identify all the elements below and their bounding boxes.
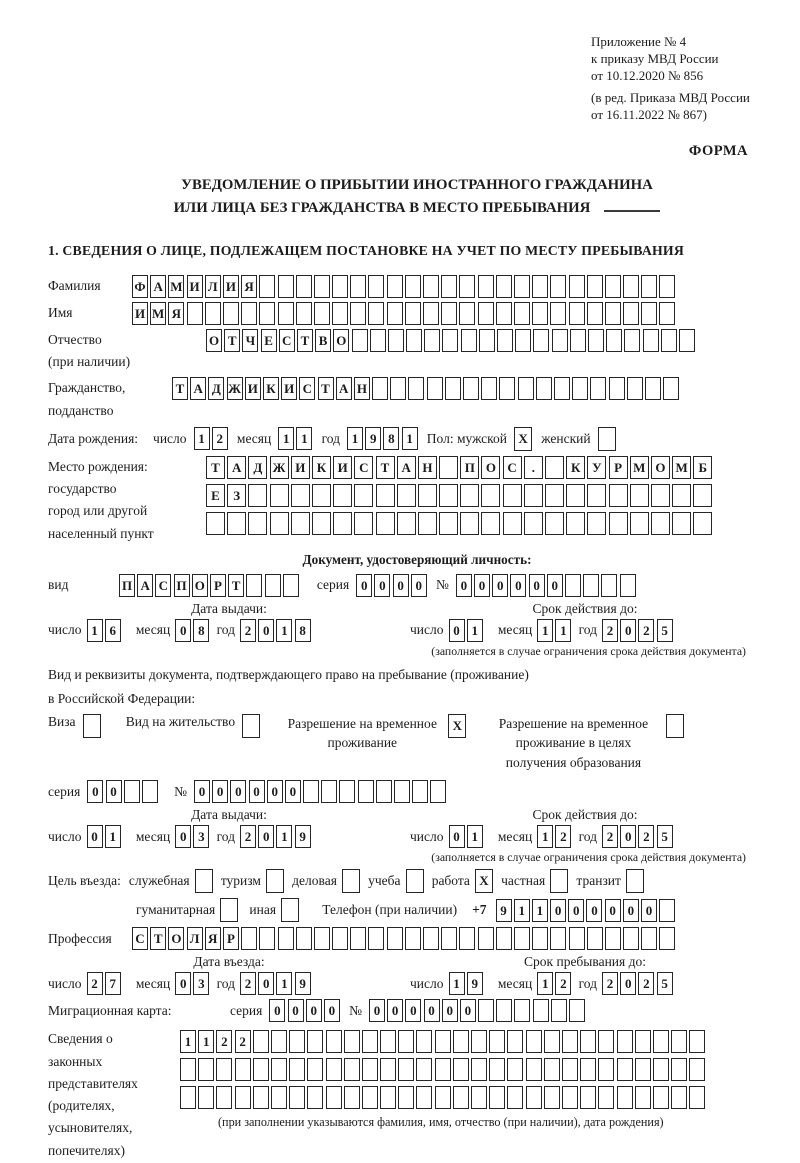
purpose-delovaya-checkbox[interactable]	[342, 869, 362, 893]
doc-kind-label: вид	[48, 577, 69, 593]
form-title-line1: УВЕДОМЛЕНИЕ О ПРИБЫТИИ ИНОСТРАННОГО ГРАЖДАНИНА	[181, 177, 653, 194]
purpose-label: Цель въезда:	[48, 873, 121, 889]
month-label: месяц	[497, 622, 533, 638]
number-label: №	[435, 577, 449, 593]
representatives-row	[48, 1028, 786, 1162]
entry-year-input[interactable]: 2 0 1 9	[240, 972, 313, 995]
residence-number-input[interactable]: 0 0 0 0 0 0	[194, 780, 449, 803]
birthplace-line1-input[interactable]: Т А Д Ж И К И С Т А Н П О С . К У Р М О М Б	[206, 456, 715, 479]
representatives-line1-input[interactable]: 1 1 2 2	[180, 1030, 707, 1053]
form-title-line2: ИЛИ ЛИЦА БЕЗ ГРАЖДАНСТВА В МЕСТО ПРЕБЫВАНИЯ	[48, 197, 786, 219]
entry-month-input[interactable]: 0 3	[175, 972, 211, 995]
patronymic-input[interactable]: О Т Ч Е С Т В О	[206, 329, 697, 352]
migration-card-label: Миграционная карта:	[48, 1002, 172, 1018]
birth-year-input[interactable]: 1 9 8 1	[347, 427, 420, 450]
doc-issue-year-input[interactable]: 2 0 1 8	[240, 619, 313, 642]
temp-residence-education-checkbox[interactable]	[666, 714, 686, 738]
ref-amend-line: (в ред. Приказа МВД России	[591, 89, 750, 105]
residence-permit-option	[126, 714, 263, 738]
month-label: месяц	[135, 975, 171, 991]
stay-day-input[interactable]: 1 9	[449, 972, 485, 995]
birthplace-line2-input[interactable]: Е З	[206, 484, 715, 507]
validity-note: (заполняется в случае ограничения срока действия документа)	[431, 850, 746, 865]
purpose-turizm-checkbox[interactable]	[266, 869, 286, 893]
birth-month-input[interactable]: 1 1	[278, 427, 314, 450]
residence-valid-day-input[interactable]: 0 1	[449, 825, 485, 848]
stay-year-input[interactable]: 2 0 2 5	[602, 972, 675, 995]
profession-input[interactable]: С Т О Л Я Р	[132, 927, 678, 950]
purpose-sluzhebnaya-checkbox[interactable]	[195, 869, 215, 893]
place-name-blank-line	[604, 198, 660, 212]
ref-line: от 10.12.2020 № 856	[591, 67, 704, 83]
year-label: год	[216, 622, 235, 638]
month-label: месяц	[135, 828, 171, 844]
valid-until-title: Срок действия до:	[532, 600, 638, 616]
year-label: год	[321, 430, 341, 446]
ref-amend-line: от 16.11.2022 № 867)	[591, 106, 708, 122]
temp-residence-checkbox[interactable]: X	[448, 714, 468, 738]
surname-row	[48, 275, 786, 298]
profession-row	[48, 927, 786, 950]
ref-line: к приказу МВД России	[591, 50, 719, 66]
year-label: год	[216, 975, 235, 991]
year-label: год	[578, 828, 597, 844]
doc-number-input[interactable]: 0 0 0 0 0 0	[456, 574, 638, 597]
series-label: серия	[230, 1002, 263, 1018]
residence-valid-year-input[interactable]: 2 0 2 5	[602, 825, 675, 848]
purpose-tranzit: транзит	[576, 869, 646, 893]
birthdate-label: Дата рождения:	[48, 430, 139, 446]
purpose-chastnaya-checkbox[interactable]	[550, 869, 570, 893]
doc-valid-day-input[interactable]: 0 1	[449, 619, 485, 642]
birth-day-input[interactable]: 1 2	[194, 427, 230, 450]
migration-card-row	[48, 999, 786, 1022]
phone-input[interactable]: 9 1 1 0 0 0 0 0 0	[496, 899, 678, 922]
forma-label: ФОРМА	[688, 143, 748, 160]
residence-series-row	[48, 780, 786, 803]
order-reference	[591, 34, 786, 123]
birthplace-row	[48, 456, 786, 545]
day-label: число	[410, 975, 444, 991]
temp-residence-education-label: Разрешение на временное проживание в целях получения образования	[498, 715, 649, 770]
migration-number-input[interactable]: 0 0 0 0 0 0	[369, 999, 587, 1022]
ref-line: Приложение № 4	[591, 34, 687, 49]
visa-label: Виза	[48, 713, 76, 729]
number-label: №	[174, 783, 187, 799]
residence-doc-dates	[48, 807, 786, 848]
phone-prefix: +7	[472, 902, 487, 918]
entry-day-input[interactable]: 2 7	[87, 972, 123, 995]
residence-issue-month-input[interactable]: 0 3	[175, 825, 211, 848]
purpose-gumanitarnaya: гуманитарная	[136, 898, 240, 922]
firstname-input[interactable]: И М Я	[132, 302, 678, 325]
month-label: месяц	[497, 828, 533, 844]
residence-permit-label: Вид на жительство	[125, 713, 236, 729]
day-label: число	[410, 828, 444, 844]
valid-until-title: Срок действия до:	[532, 807, 638, 823]
temp-residence-label: Разрешение на временное проживание	[287, 715, 437, 751]
representatives-line3-input[interactable]	[180, 1086, 707, 1109]
purpose-delovaya: деловая	[292, 869, 362, 893]
purpose-sluzhebnaya: служебная	[129, 869, 215, 893]
birthdate-row	[48, 427, 786, 451]
temp-residence-education-option	[487, 714, 686, 773]
month-label: месяц	[135, 622, 171, 638]
entry-date-title: Дата въезда:	[193, 954, 265, 970]
patronymic-row	[48, 329, 786, 374]
doc-kind-input[interactable]: П А С П О Р Т	[119, 574, 301, 597]
purpose-inaya-checkbox[interactable]	[281, 898, 301, 922]
year-label: год	[578, 622, 597, 638]
doc-series-input[interactable]: 0 0 0 0	[356, 574, 429, 597]
purpose-rabota: работа X	[432, 869, 495, 893]
identity-doc-header: Документ, удостоверяющий личность:	[302, 551, 532, 567]
residence-issue-year-input[interactable]: 2 0 1 9	[240, 825, 313, 848]
stay-until-title: Срок пребывания до:	[524, 954, 646, 970]
day-label: число	[48, 828, 82, 844]
residence-valid-month-input[interactable]: 1 2	[537, 825, 573, 848]
issue-date-title: Дата выдачи:	[191, 807, 267, 823]
month-label: месяц	[497, 975, 533, 991]
month-label: месяц	[236, 430, 272, 446]
firstname-row	[48, 302, 786, 325]
sex-female-checkbox[interactable]	[598, 427, 618, 451]
purpose-ucheba-checkbox[interactable]	[406, 869, 426, 893]
sex-male-label: Пол: мужской	[426, 430, 508, 446]
residence-issue-day-input[interactable]: 0 1	[87, 825, 123, 848]
purpose-turizm: туризм	[221, 869, 286, 893]
purpose-gumanitarnaya-checkbox[interactable]	[220, 898, 240, 922]
year-label: год	[216, 828, 235, 844]
purpose-ucheba: учеба	[368, 869, 426, 893]
birthplace-label: Место рождения: государство город или другой населенный пункт	[48, 458, 154, 541]
surname-label: Фамилия	[48, 278, 101, 294]
purpose-row-1	[48, 869, 786, 893]
form-title	[48, 174, 786, 218]
representatives-label: Сведения о законных представителях (родителях, усыновителях, попечителях)	[48, 1031, 138, 1158]
identity-doc-dates	[48, 601, 786, 642]
temp-residence-option	[283, 714, 468, 753]
doc-issue-month-input[interactable]: 0 8	[175, 619, 211, 642]
day-label: число	[410, 622, 444, 638]
migration-series-input[interactable]: 0 0 0 0	[269, 999, 342, 1022]
sex-male-checkbox[interactable]: X	[514, 427, 534, 451]
representatives-note: (при заполнении указываются фамилия, имя, отчество (при наличии), дата рождения)	[218, 1115, 664, 1130]
citizenship-input[interactable]: Т А Д Ж И К И С Т А Н	[172, 377, 681, 400]
visa-option	[48, 714, 103, 738]
residence-series-input[interactable]: 0 0	[87, 780, 160, 803]
day-label: число	[153, 430, 187, 446]
doc-valid-year-input[interactable]: 2 0 2 5	[602, 619, 675, 642]
series-label: серия	[316, 577, 350, 593]
visa-checkbox[interactable]	[83, 714, 103, 738]
doc-issue-day-input[interactable]: 1 6	[87, 619, 123, 642]
entry-dates	[48, 954, 786, 995]
identity-doc-row	[48, 574, 786, 597]
patronymic-label: Отчество (при наличии)	[48, 331, 131, 370]
firstname-label: Имя	[48, 305, 73, 321]
issue-date-title: Дата выдачи:	[191, 600, 267, 616]
stay-month-input[interactable]: 1 2	[537, 972, 573, 995]
day-label: число	[48, 975, 82, 991]
residence-doc-options	[48, 714, 786, 773]
year-label: год	[578, 975, 597, 991]
series-label: серия	[48, 783, 81, 799]
profession-label: Профессия	[48, 930, 112, 946]
purpose-chastnaya: частная	[501, 869, 570, 893]
sex-female-label: женский	[541, 430, 591, 446]
birthplace-line3-input[interactable]	[206, 512, 715, 535]
validity-note: (заполняется в случае ограничения срока действия документа)	[431, 643, 746, 658]
surname-input[interactable]: Ф А М И Л И Я	[132, 275, 678, 298]
day-label: число	[48, 622, 82, 638]
citizenship-label: Гражданство, подданство	[48, 380, 126, 418]
doc-valid-month-input[interactable]: 1 1	[537, 619, 573, 642]
purpose-row-2	[136, 898, 786, 922]
phone-label: Телефон (при наличии)	[322, 902, 458, 918]
residence-doc-intro: Вид и реквизиты документа, подтверждающего право на пребывание (проживание) в Российской Федерации:	[48, 666, 529, 707]
residence-permit-checkbox[interactable]	[242, 714, 262, 738]
section1-title: 1. СВЕДЕНИЯ О ЛИЦЕ, ПОДЛЕЖАЩЕМ ПОСТАНОВКЕ НА УЧЕТ ПО МЕСТУ ПРЕБЫВАНИЯ	[48, 242, 685, 258]
purpose-tranzit-checkbox[interactable]	[626, 869, 646, 893]
number-label: №	[349, 1002, 362, 1018]
purpose-rabota-checkbox[interactable]: X	[475, 869, 495, 893]
citizenship-row	[48, 377, 786, 422]
representatives-line2-input[interactable]	[180, 1058, 707, 1081]
purpose-inaya: иная	[249, 898, 301, 922]
